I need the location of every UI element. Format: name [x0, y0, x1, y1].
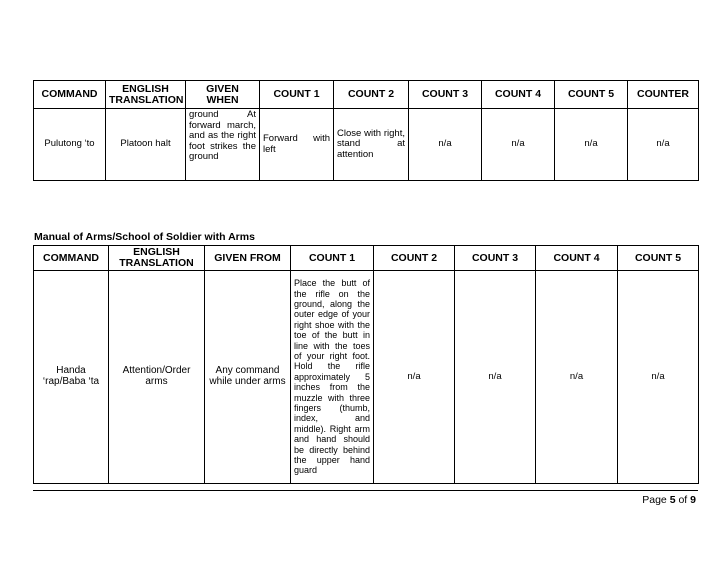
header-count-2: COUNT 2: [374, 246, 455, 271]
page-label: Page: [642, 494, 667, 506]
header-count-1: COUNT 1: [260, 81, 334, 109]
section-title: Manual of Arms/School of Soldier with Arms: [34, 231, 255, 243]
translation-cell: Attention/Order arms: [109, 271, 205, 484]
count-3-cell: n/a: [455, 271, 536, 484]
header-count-1: COUNT 1: [291, 246, 374, 271]
table1-header-row: [34, 81, 699, 109]
count-4-cell: n/a: [482, 109, 555, 181]
table2-header-row: [34, 246, 699, 271]
count-3-cell: n/a: [409, 109, 482, 181]
header-count-3: COUNT 3: [409, 81, 482, 109]
count-2-cell: Close with right, stand at attention: [334, 109, 409, 181]
of-label: of: [678, 494, 688, 506]
table-row: [34, 271, 699, 484]
header-count-4: COUNT 4: [536, 246, 618, 271]
translation-cell: Platoon halt: [106, 109, 186, 181]
header-count-5: COUNT 5: [618, 246, 699, 271]
count-2-cell: n/a: [374, 271, 455, 484]
page-number: [642, 494, 696, 506]
header-given-from: GIVEN FROM: [205, 246, 291, 271]
count-4-cell: n/a: [536, 271, 618, 484]
header-count-3: COUNT 3: [455, 246, 536, 271]
header-counter: COUNTER: [628, 81, 699, 109]
header-command: COMMAND: [34, 246, 109, 271]
count-1-cell: Place the butt of the rifle on the ground, along the outer edge of your right shoe with the toe of the butt in line with the toes of your right foot. Hold the rifle approximately 5 inches from the muzzle with three fingers (thumb, index, and middle). Right arm and hand should be directly behind the upper hand guard: [291, 271, 374, 484]
header-count-5: COUNT 5: [555, 81, 628, 109]
counter-cell: n/a: [628, 109, 699, 181]
total-pages: 9: [690, 494, 696, 506]
header-count-4: COUNT 4: [482, 81, 555, 109]
header-english-translation: ENGLISH TRANSLATION: [106, 81, 186, 109]
given-when-cell: ground At forward march, and as the right foot strikes the ground: [186, 109, 260, 181]
header-given-when: GIVEN WHEN: [186, 81, 260, 109]
header-english-translation: ENGLISH TRANSLATION: [109, 246, 205, 271]
command-table-halt: [33, 80, 699, 181]
command-table-manual-of-arms: [33, 245, 699, 484]
footer-divider: [33, 490, 698, 491]
header-count-2: COUNT 2: [334, 81, 409, 109]
count-5-cell: n/a: [555, 109, 628, 181]
count-1-cell: Forward with left: [260, 109, 334, 181]
given-from-cell: Any command while under arms: [205, 271, 291, 484]
command-cell: Handa ‘rap/Baba ‘ta: [34, 271, 109, 484]
command-cell: Pulutong ‘to: [34, 109, 106, 181]
count-5-cell: n/a: [618, 271, 699, 484]
current-page: 5: [669, 494, 676, 506]
table-row: [34, 109, 699, 181]
header-command: COMMAND: [34, 81, 106, 109]
